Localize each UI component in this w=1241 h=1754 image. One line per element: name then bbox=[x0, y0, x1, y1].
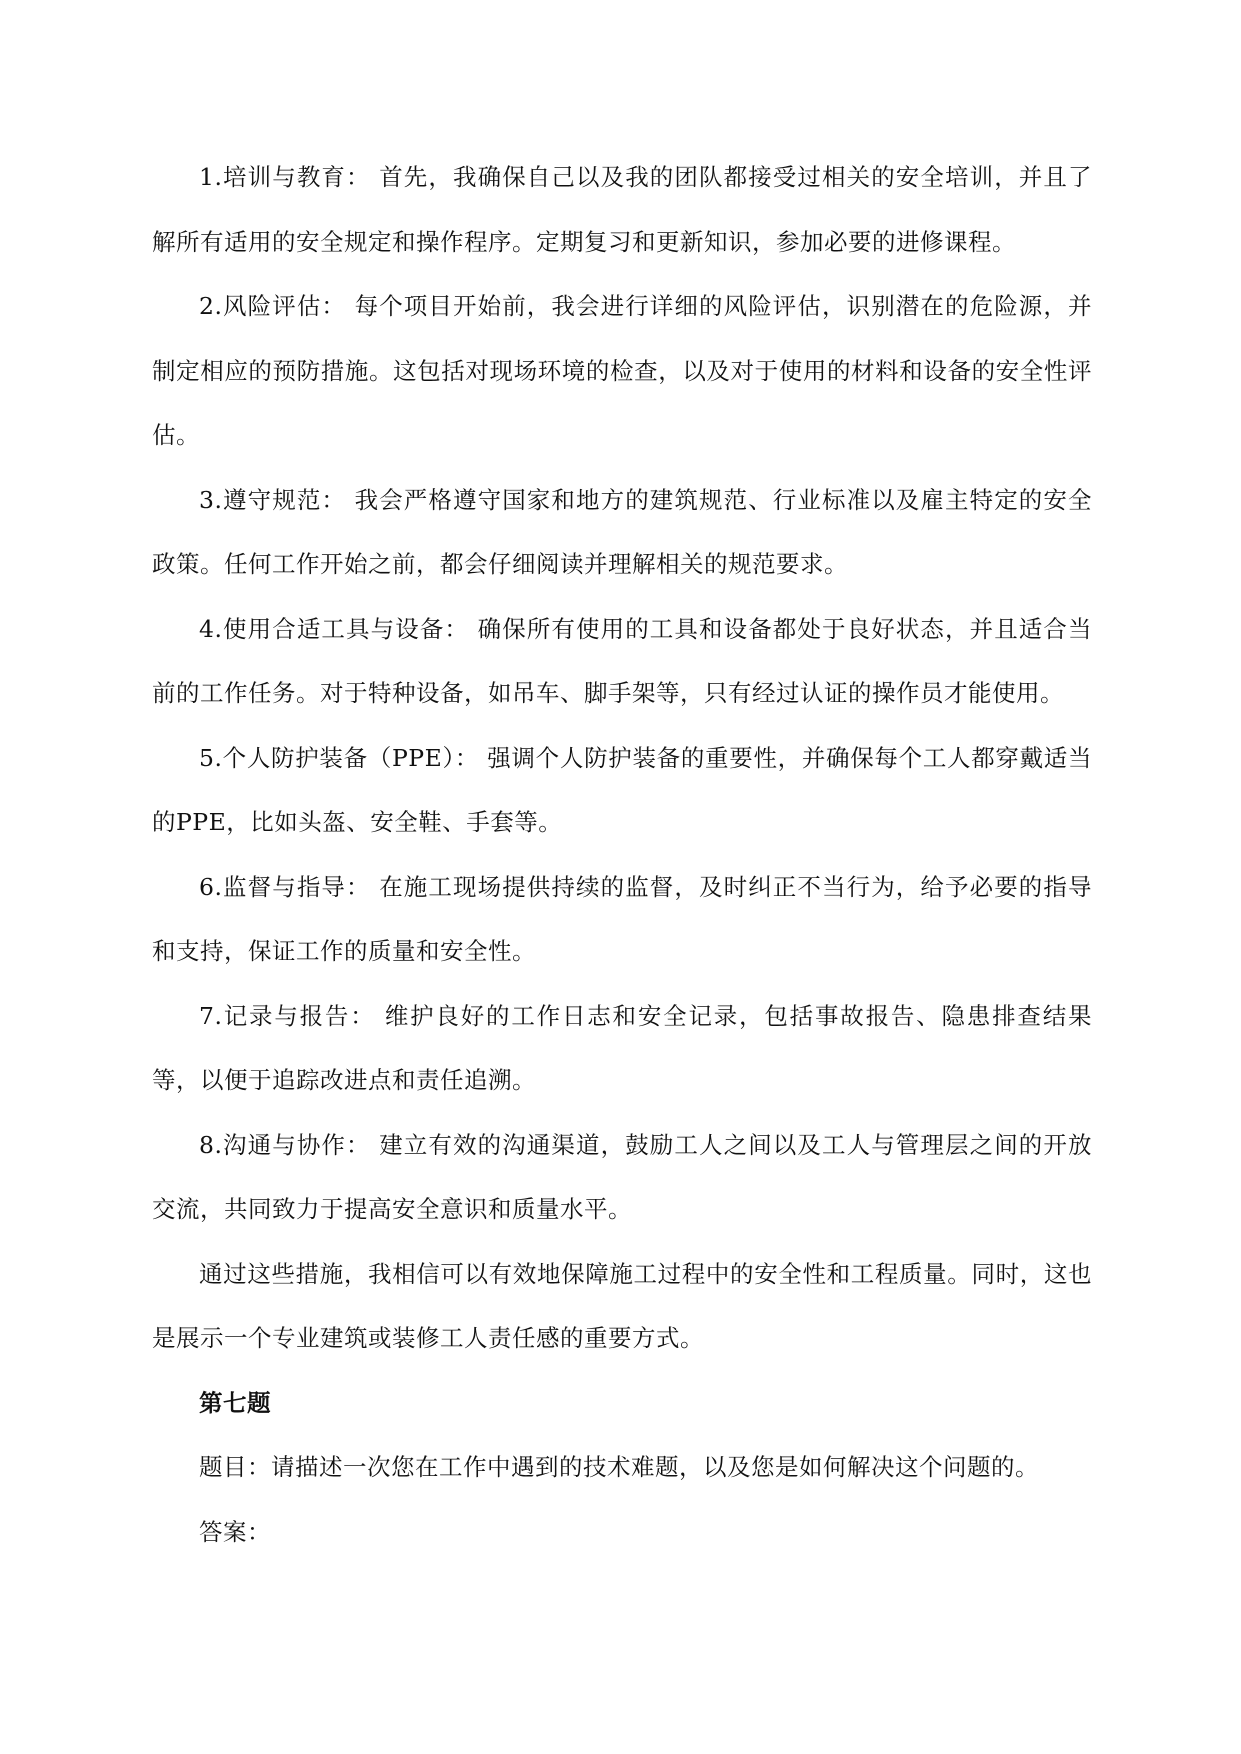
answer-label: 答案： bbox=[199, 1517, 271, 1546]
paragraph-communication: 8.沟通与协作： 建立有效的沟通渠道，鼓励工人之间以及工人与管理层之间的开放交流，共同致力于提高安全意识和质量水平。 bbox=[152, 1130, 1092, 1223]
paragraph-conclusion: 通过这些措施，我相信可以有效地保障施工过程中的安全性和工程质量。同时，这也是展示一个专业建筑或装修工人责任感的重要方式。 bbox=[152, 1259, 1092, 1352]
paragraph-records: 7.记录与报告： 维护良好的工作日志和安全记录，包括事故报告、隐患排查结果等，以便于追踪改进点和责任追溯。 bbox=[152, 1001, 1092, 1094]
section-heading: 第七题 bbox=[199, 1388, 271, 1417]
question-text: 题目：请描述一次您在工作中遇到的技术难题，以及您是如何解决这个问题的。 bbox=[199, 1453, 1039, 1481]
paragraph-ppe: 5.个人防护装备（PPE）： 强调个人防护装备的重要性，并确保每个工人都穿戴适当的PPE，比如头盔、安全鞋、手套等。 bbox=[152, 743, 1092, 836]
document-body bbox=[152, 145, 1092, 1564]
paragraph-supervision: 6.监督与指导： 在施工现场提供持续的监督，及时纠正不当行为，给予必要的指导和支持，保证工作的质量和安全性。 bbox=[152, 872, 1092, 965]
paragraph-risk-assessment: 2.风险评估： 每个项目开始前，我会进行详细的风险评估，识别潜在的危险源，并制定相应的预防措施。这包括对现场环境的检查，以及对于使用的材料和设备的安全性评估。 bbox=[152, 292, 1092, 449]
paragraph-training: 1.培训与教育： 首先，我确保自己以及我的团队都接受过相关的安全培训，并且了解所有适用的安全规定和操作程序。定期复习和更新知识，参加必要的进修课程。 bbox=[152, 163, 1092, 256]
paragraph-tools-equipment: 4.使用合适工具与设备： 确保所有使用的工具和设备都处于良好状态，并且适合当前的工作任务。对于特种设备，如吊车、脚手架等，只有经过认证的操作员才能使用。 bbox=[152, 614, 1092, 707]
paragraph-compliance: 3.遵守规范： 我会严格遵守国家和地方的建筑规范、行业标准以及雇主特定的安全政策。任何工作开始之前，都会仔细阅读并理解相关的规范要求。 bbox=[152, 485, 1092, 578]
